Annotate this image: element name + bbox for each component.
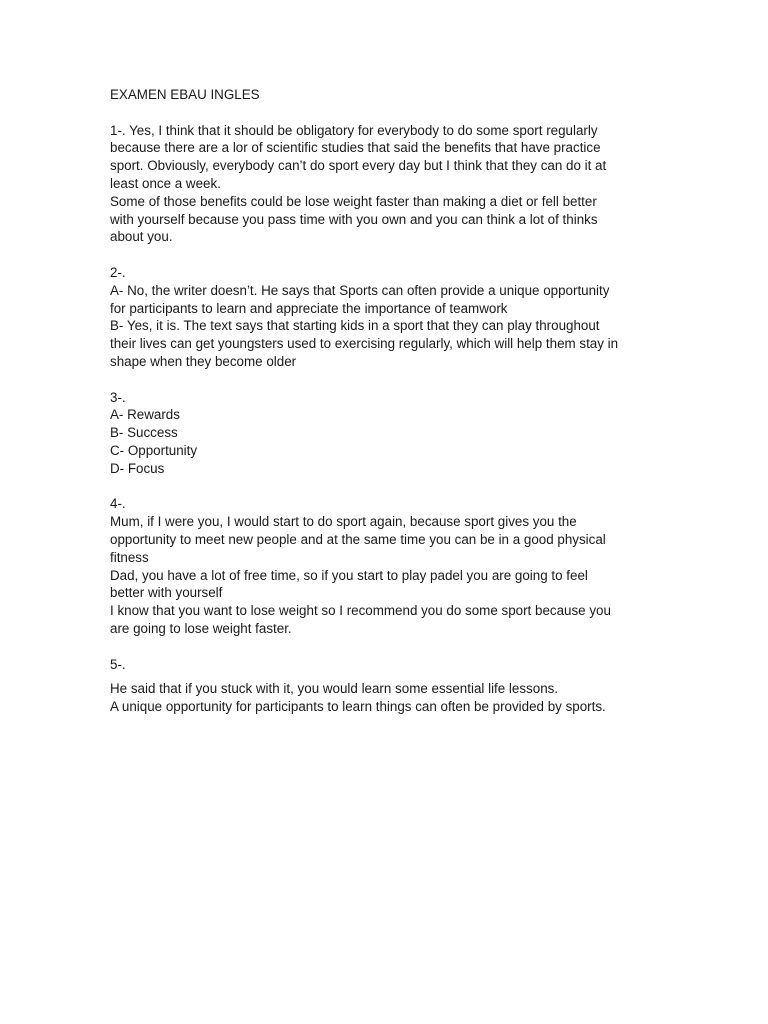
answer-2-line: for participants to learn and appreciate the importance of teamwork xyxy=(110,300,508,316)
answer-1-line: 1-. Yes, I think that it should be obligatory for everybody to do some sport regularly xyxy=(110,122,598,138)
answer-3-line: C- Opportunity xyxy=(110,442,198,458)
answer-4-line: better with yourself xyxy=(110,585,223,601)
answer-1-line: least once a week. xyxy=(110,175,221,191)
answer-2-heading: 2-. xyxy=(110,264,126,280)
answer-1 xyxy=(110,122,658,247)
answer-1-line: Some of those benefits could be lose weight faster than making a diet or fell better xyxy=(110,193,597,209)
answer-3-line: B- Success xyxy=(110,425,178,441)
answer-2-line: A- No, the writer doesn’t. He says that Sports can often provide a unique opportunity xyxy=(110,282,610,298)
document-title: EXAMEN EBAU INGLES xyxy=(110,87,260,102)
answer-4-heading: 4-. xyxy=(110,496,126,512)
answer-4-line: fitness xyxy=(110,549,149,565)
answer-5-line: He said that if you stuck with it, you would learn some essential life lessons. xyxy=(110,681,559,697)
answer-1-line: with yourself because you pass time with you own and you can think a lot of thinks xyxy=(110,211,598,227)
answer-4-line: I know that you want to lose weight so I recommend you do some sport because you xyxy=(110,603,611,619)
answer-4-line: opportunity to meet new people and at the same time you can be in a good physical xyxy=(110,531,606,547)
answer-4-line: are going to lose weight faster. xyxy=(110,620,292,636)
answer-5-line: A unique opportunity for participants to learn things can often be provided by sports. xyxy=(110,699,606,715)
answer-5-heading: 5-. xyxy=(110,656,126,672)
document-body xyxy=(110,86,658,716)
answer-4 xyxy=(110,495,658,637)
answer-2-line: shape when they become older xyxy=(110,353,297,369)
answer-5 xyxy=(110,656,658,716)
answer-1-line: about you. xyxy=(110,229,173,245)
answer-3 xyxy=(110,389,658,478)
answer-1-line: because there are a lor of scientific studies that said the benefits that have practice xyxy=(110,140,601,156)
answer-2-line: B- Yes, it is. The text says that starting kids in a sport that they can play throughout xyxy=(110,318,600,334)
answer-3-line: D- Focus xyxy=(110,460,165,476)
answer-3-heading: 3-. xyxy=(110,389,126,405)
answer-4-line: Mum, if I were you, I would start to do sport again, because sport gives you the xyxy=(110,514,577,530)
answer-2 xyxy=(110,264,658,371)
answer-4-line: Dad, you have a lot of free time, so if you start to play padel you are going to feel xyxy=(110,567,588,583)
answer-1-line: sport. Obviously, everybody can’t do sport every day but I think that they can do it at xyxy=(110,158,607,174)
answer-3-line: A- Rewards xyxy=(110,407,180,423)
answer-2-line: their lives can get youngsters used to exercising regularly, which will help them stay in xyxy=(110,336,619,352)
